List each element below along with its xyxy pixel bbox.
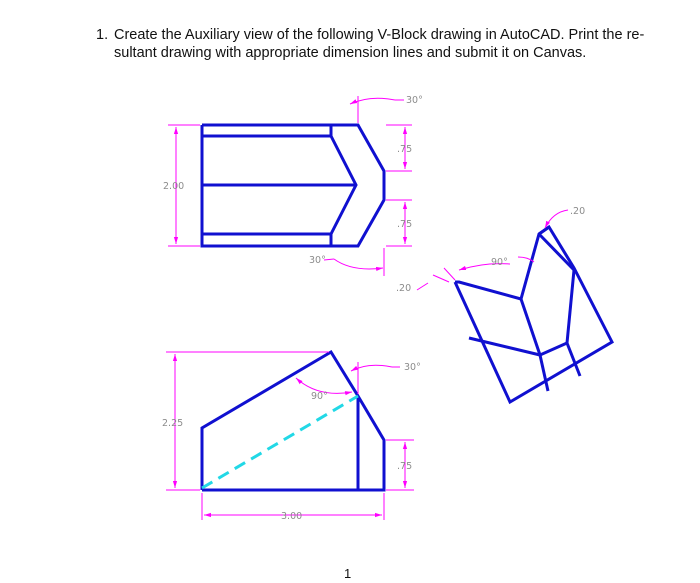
label-front-width: 3.00 bbox=[281, 511, 303, 522]
label-top-bottom-angle: 30° bbox=[309, 255, 326, 266]
task-line-1: Create the Auxiliary view of the following V-Block drawing in AutoCAD. Print the re- bbox=[114, 27, 645, 43]
front-view bbox=[202, 352, 384, 490]
task-number: 1. bbox=[96, 27, 109, 43]
label-front-v-angle: 90° bbox=[311, 391, 328, 402]
iso-left-face bbox=[469, 338, 540, 355]
top-view bbox=[202, 125, 384, 246]
iso-notch-top bbox=[540, 343, 567, 355]
label-top-depth: .75 bbox=[397, 144, 413, 155]
dim-arc-top-bottom-angle bbox=[334, 259, 383, 269]
label-top-height: 2.00 bbox=[163, 181, 185, 192]
dim-arc-front-right-angle bbox=[351, 365, 392, 371]
label-top-angle: 30° bbox=[406, 95, 423, 106]
iso-right-face bbox=[567, 270, 574, 343]
page-number: 1 bbox=[344, 566, 352, 581]
label-iso-flat: .20 bbox=[570, 206, 586, 217]
iso-dimensions bbox=[433, 210, 568, 282]
iso-notch-right bbox=[567, 343, 580, 376]
label-iso-v-angle: 90° bbox=[491, 257, 508, 268]
dim-arc-top-angle bbox=[350, 98, 395, 104]
label-front-height: 2.25 bbox=[162, 418, 184, 429]
iso-outline bbox=[455, 227, 612, 402]
task-line-2: sultant drawing with appropriate dimension lines and submit it on Canvas. bbox=[114, 45, 587, 61]
iso-notch-left bbox=[540, 355, 548, 391]
label-top-flat: .20 bbox=[396, 283, 412, 294]
label-top-lower-depth: .75 bbox=[397, 219, 413, 230]
isometric-view bbox=[455, 227, 612, 402]
front-view-construction-line bbox=[202, 396, 358, 488]
label-front-depth: .75 bbox=[397, 461, 413, 472]
label-front-right-angle: 30° bbox=[404, 362, 421, 373]
iso-groove-left bbox=[521, 299, 540, 355]
